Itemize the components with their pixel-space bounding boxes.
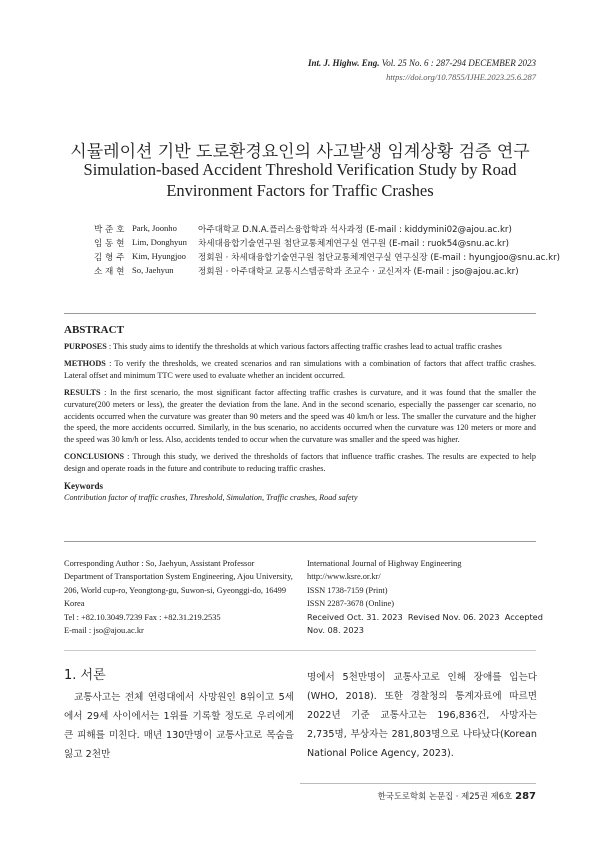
- journal-url[interactable]: http://www.ksre.or.kr/: [307, 572, 381, 582]
- keywords-text: Contribution factor of traffic crashes, Threshold, Simulation, Traffic crashes, Road safety: [64, 493, 358, 503]
- body-text-left: 교통사고는 전체 연령대에서 사망원인 8위이고 5세에서 29세 사이에서는 1위를 기록할 정도로 우리에게 큰 피해를 미친다. 매년 130만명이 교통사고로 목숨을 잃고 2천만: [64, 692, 294, 760]
- author-affiliation: 정회원 · 아주대학교 교통시스템공학과 조교수 · 교신저자 (E-mail : jso@ajou.ac.kr): [198, 267, 519, 277]
- volume-info: Vol. 25 No. 6 : 287-294 DECEMBER 2023: [381, 58, 536, 68]
- author-name-english: Kim, Hyungjoo: [132, 251, 186, 261]
- author-affiliation: 아주대학교 D.N.A.플러스융합학과 석사과정 (E-mail : kiddymini02@ajou.ac.kr): [198, 225, 512, 235]
- corr-line: Department of Transportation System Engineering, Ajou University,: [64, 572, 293, 582]
- section-heading: 1. 서론: [64, 668, 106, 683]
- author-name-korean: 김 형 주: [94, 253, 125, 263]
- title-english: Simulation-based Accident Threshold Verification Study by Road Environment Factors for Traffic Crashes: [83, 160, 517, 200]
- purposes-label: PURPOSES: [64, 341, 107, 351]
- divider: [64, 650, 536, 651]
- issn-print: ISSN 1738-7159 (Print): [307, 585, 388, 595]
- abstract-methods: [64, 358, 536, 381]
- journal-abbrev: Int. J. Highw. Eng.: [308, 58, 380, 68]
- results-label: RESULTS: [64, 388, 101, 398]
- journal-citation: [308, 58, 536, 68]
- accepted-label: Accepted: [504, 611, 543, 622]
- accepted-date: Nov. 08. 2023: [307, 625, 365, 636]
- author-name-korean: 임 동 현: [94, 239, 125, 249]
- manuscript-dates: [307, 611, 547, 638]
- page-footer: [378, 790, 536, 802]
- abstract-purposes: [64, 341, 536, 353]
- keywords-heading: Keywords: [64, 480, 103, 491]
- body-column-right: 명에서 5천만명이 교통사고로 인해 장애를 입는다(WHO, 2018). 또한 경찰청의 통계자료에 따르면 2022년 기준 교통사고는 196,836건, 사망자는 2,735명, 부상자는 281,803명으로 나타났다(Korean National Police Agency, 2023).: [307, 672, 537, 759]
- methods-label: METHODS: [64, 359, 106, 369]
- journal-info: [307, 557, 547, 637]
- footer-divider: [300, 783, 536, 784]
- revised-label: Revised: [407, 611, 440, 622]
- abstract-conclusions: [64, 451, 536, 474]
- methods-text: : To verify the thresholds, we created scenarios and ran simulations with a combination of factors that affect traffic crashes. Lateral offset and minimum TTC were used to evaluate whether an incident occurred.: [64, 359, 536, 380]
- conclusions-text: : Through this study, we derived the thresholds of factors that influence traffic crashes. The results are expected to help design and operate roads in the future and contribute to reducing traffic crashes.: [64, 452, 536, 473]
- abstract-heading: ABSTRACT: [64, 324, 124, 336]
- purposes-text: : This study aims to identify the thresholds at which various factors affecting traffic crashes lead to actual traffic crashes: [106, 341, 502, 351]
- corr-email[interactable]: E-mail : jso@ajou.ac.kr: [64, 626, 144, 636]
- corr-line: Corresponding Author : So, Jaehyun, Assistant Professor: [64, 559, 255, 568]
- author-name-korean: 박 준 호: [94, 225, 125, 235]
- corresponding-author: [64, 557, 294, 637]
- body-column-left: [64, 688, 294, 764]
- divider: [64, 541, 536, 542]
- revised-date: Nov. 06. 2023: [442, 611, 500, 622]
- received-label: Received: [307, 611, 345, 622]
- conclusions-label: CONCLUSIONS: [64, 452, 125, 462]
- issn-online: ISSN 2287-3678 (Online): [307, 599, 395, 609]
- author-name-english: Park, Joonho: [132, 223, 177, 233]
- author-name-english: So, Jaehyun: [132, 265, 174, 275]
- received-date: Oct. 31. 2023: [346, 611, 403, 622]
- title-korean: 시뮬레이션 기반 도로환경요인의 사고발생 임계상황 검증 연구: [70, 142, 530, 162]
- corr-line: 206, World cup-ro, Yeongtong-gu, Suwon-si, Gyeonggi-do, 16499: [64, 585, 287, 595]
- author-affiliation: 차세대융합기술연구원 첨단교통체계연구실 연구원 (E-mail : ruok54@snu.ac.kr): [198, 239, 509, 249]
- divider: [64, 313, 536, 314]
- author-affiliation: 정회원 · 차세대융합기술연구원 첨단교통체계연구실 연구실장 (E-mail : hyungjoo@snu.ac.kr): [198, 253, 560, 263]
- corr-line: Korea: [64, 599, 85, 609]
- corr-line: Tel : +82.10.3049.7239 Fax : +82.31.219.2535: [64, 612, 221, 622]
- journal-name: International Journal of Highway Engineering: [307, 559, 462, 568]
- author-name-korean: 소 재 현: [94, 267, 125, 277]
- author-name-english: Lim, Donghyun: [132, 237, 187, 247]
- page-number: 287: [515, 791, 536, 802]
- abstract-section: [64, 325, 536, 504]
- abstract-results: [64, 387, 536, 445]
- results-text: : In the first scenario, the most significant factor affecting traffic crashes is curvature, and it was found that the smaller the curvature(200 meters or less), the greater the deviation from the lane. And in the second scenario, especially the passenger car scenario, no accidents occurred when the curvature was greater than 90 meters and the speed was 40 km/h or less. The smaller the curvature and the higher the speed, the more accidents occurred. Similarly, in the bus scenario, no accidents occurred when the curvature was 120 meters or more and the speed was 30 km/h or less. Also, accidents tended to occur when the curvature was smaller and the speed was higher.: [64, 388, 536, 444]
- footer-journal: 한국도로학회 논문집 · 제25권 제6호: [377, 791, 513, 801]
- doi-link[interactable]: https://doi.org/10.7855/IJHE.2023.25.6.287: [386, 72, 536, 82]
